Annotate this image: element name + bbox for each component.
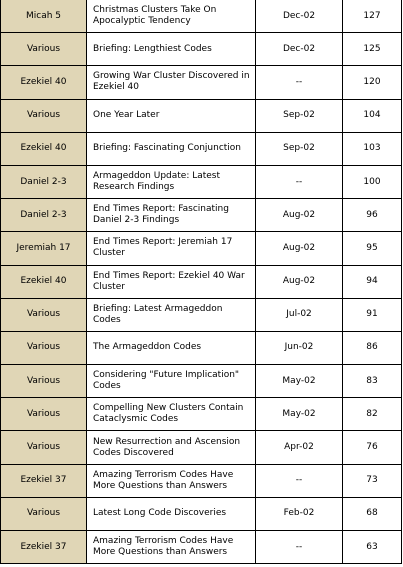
- scripture-reference-cell: Daniel 2-3: [1, 165, 87, 198]
- table-row: [1, 0, 402, 33]
- article-number-cell: 103: [343, 132, 402, 165]
- article-number-cell: 96: [343, 199, 402, 232]
- article-date-cell: May-02: [256, 365, 343, 398]
- article-title-cell[interactable]: Armageddon Update: Latest Research Findings: [87, 165, 256, 198]
- scripture-reference-cell: Ezekiel 40: [1, 265, 87, 298]
- table-row: [1, 132, 402, 165]
- scripture-reference-cell: Various: [1, 331, 87, 364]
- scripture-reference-cell: Various: [1, 431, 87, 464]
- article-title-cell[interactable]: Briefing: Fascinating Conjunction: [87, 132, 256, 165]
- table-row: [1, 33, 402, 66]
- article-title-cell[interactable]: The Armageddon Codes: [87, 331, 256, 364]
- table-row: [1, 431, 402, 464]
- scripture-reference-cell: Jeremiah 17: [1, 232, 87, 265]
- scripture-reference-cell: Various: [1, 99, 87, 132]
- scripture-reference-cell: Various: [1, 33, 87, 66]
- table-row: [1, 497, 402, 530]
- article-title-cell[interactable]: End Times Report: Ezekiel 40 War Cluster: [87, 265, 256, 298]
- article-title-cell[interactable]: Briefing: Lengthiest Codes: [87, 33, 256, 66]
- article-date-cell: Jun-02: [256, 331, 343, 364]
- article-title-cell[interactable]: Briefing: Latest Armageddon Codes: [87, 298, 256, 331]
- article-number-cell: 120: [343, 66, 402, 99]
- article-number-cell: 83: [343, 365, 402, 398]
- scripture-reference-cell: Micah 5: [1, 0, 87, 33]
- scripture-reference-cell: Various: [1, 497, 87, 530]
- article-title-cell[interactable]: Latest Long Code Discoveries: [87, 497, 256, 530]
- article-date-cell: Feb-02: [256, 497, 343, 530]
- articles-table-body: [1, 0, 402, 564]
- article-date-cell: Aug-02: [256, 199, 343, 232]
- article-date-cell: --: [256, 531, 343, 564]
- table-row: [1, 298, 402, 331]
- table-row: [1, 398, 402, 431]
- article-number-cell: 82: [343, 398, 402, 431]
- scripture-reference-cell: Various: [1, 398, 87, 431]
- article-number-cell: 95: [343, 232, 402, 265]
- article-date-cell: Dec-02: [256, 33, 343, 66]
- article-title-cell[interactable]: New Resurrection and Ascension Codes Discovered: [87, 431, 256, 464]
- table-row: [1, 265, 402, 298]
- table-row: [1, 464, 402, 497]
- table-row: [1, 531, 402, 564]
- article-number-cell: 63: [343, 531, 402, 564]
- table-row: [1, 365, 402, 398]
- article-date-cell: --: [256, 165, 343, 198]
- article-title-cell[interactable]: Considering "Future Implication" Codes: [87, 365, 256, 398]
- scripture-reference-cell: Daniel 2-3: [1, 199, 87, 232]
- article-title-cell[interactable]: One Year Later: [87, 99, 256, 132]
- scripture-reference-cell: Ezekiel 40: [1, 132, 87, 165]
- article-date-cell: Aug-02: [256, 265, 343, 298]
- article-number-cell: 125: [343, 33, 402, 66]
- table-row: [1, 331, 402, 364]
- scripture-reference-cell: Ezekiel 37: [1, 531, 87, 564]
- article-number-cell: 94: [343, 265, 402, 298]
- article-number-cell: 104: [343, 99, 402, 132]
- scripture-reference-cell: Ezekiel 40: [1, 66, 87, 99]
- article-date-cell: --: [256, 66, 343, 99]
- article-number-cell: 100: [343, 165, 402, 198]
- article-number-cell: 86: [343, 331, 402, 364]
- article-date-cell: Apr-02: [256, 431, 343, 464]
- article-title-cell[interactable]: Christmas Clusters Take On Apocalyptic Tendency: [87, 0, 256, 33]
- article-date-cell: Aug-02: [256, 232, 343, 265]
- article-date-cell: Sep-02: [256, 99, 343, 132]
- article-title-cell[interactable]: End Times Report: Jeremiah 17 Cluster: [87, 232, 256, 265]
- article-date-cell: Jul-02: [256, 298, 343, 331]
- article-number-cell: 68: [343, 497, 402, 530]
- article-date-cell: --: [256, 464, 343, 497]
- table-row: [1, 99, 402, 132]
- scripture-reference-cell: Various: [1, 365, 87, 398]
- scripture-reference-cell: Ezekiel 37: [1, 464, 87, 497]
- article-date-cell: Dec-02: [256, 0, 343, 33]
- article-number-cell: 73: [343, 464, 402, 497]
- table-row: [1, 66, 402, 99]
- table-row: [1, 232, 402, 265]
- article-number-cell: 91: [343, 298, 402, 331]
- article-date-cell: Sep-02: [256, 132, 343, 165]
- article-title-cell[interactable]: Compelling New Clusters Contain Cataclysmic Codes: [87, 398, 256, 431]
- article-title-cell[interactable]: Growing War Cluster Discovered in Ezekiel 40: [87, 66, 256, 99]
- article-date-cell: May-02: [256, 398, 343, 431]
- article-title-cell[interactable]: Amazing Terrorism Codes Have More Questions than Answers: [87, 464, 256, 497]
- table-row: [1, 199, 402, 232]
- scripture-reference-cell: Various: [1, 298, 87, 331]
- table-row: [1, 165, 402, 198]
- article-number-cell: 127: [343, 0, 402, 33]
- article-title-cell[interactable]: Amazing Terrorism Codes Have More Questions than Answers: [87, 531, 256, 564]
- article-title-cell[interactable]: End Times Report: Fascinating Daniel 2-3 Findings: [87, 199, 256, 232]
- article-number-cell: 76: [343, 431, 402, 464]
